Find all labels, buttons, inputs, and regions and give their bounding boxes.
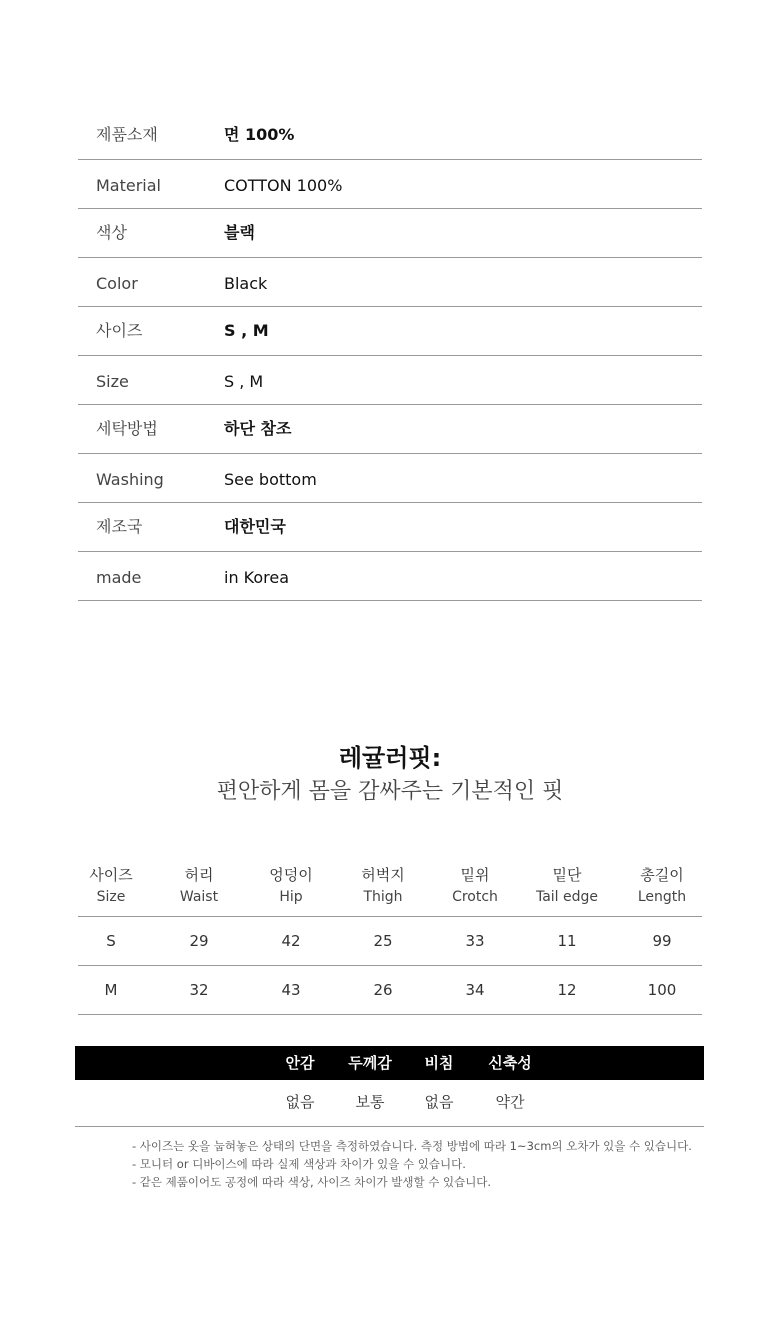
header-tail-edge bbox=[512, 858, 622, 916]
spec-row-material-ko bbox=[78, 111, 702, 160]
spec-label: 세탁방법 bbox=[96, 419, 158, 438]
table-cell: 32 bbox=[189, 981, 209, 999]
spec-value: in Korea bbox=[224, 568, 290, 587]
header-ko: 총길이 bbox=[640, 866, 684, 884]
note-item: - 같은 제품이어도 공정에 따라 색상, 사이즈 차이가 발생할 수 있습니다. bbox=[132, 1175, 492, 1189]
fabric-value-thickness: 보통 bbox=[355, 1093, 385, 1111]
product-spec-table bbox=[78, 111, 702, 601]
fabric-header-bar bbox=[75, 1046, 704, 1080]
size-notes bbox=[132, 1137, 702, 1191]
fabric-value-sheerness: 없음 bbox=[424, 1093, 454, 1111]
spec-row-size-en bbox=[78, 356, 702, 405]
table-cell: 42 bbox=[281, 932, 301, 950]
header-en: Tail edge bbox=[535, 889, 599, 905]
spec-value: Black bbox=[224, 274, 268, 293]
table-cell: 11 bbox=[557, 932, 577, 950]
table-row bbox=[78, 917, 702, 966]
table-cell: M bbox=[104, 981, 118, 999]
spec-value: See bottom bbox=[224, 470, 317, 489]
spec-row-color-ko bbox=[78, 209, 702, 258]
header-waist bbox=[144, 858, 254, 916]
size-table-header bbox=[78, 858, 702, 917]
table-cell: S bbox=[106, 932, 116, 950]
fabric-value-lining: 없음 bbox=[285, 1093, 315, 1111]
spec-label: Color bbox=[96, 274, 138, 293]
fabric-label-stretch: 신축성 bbox=[488, 1054, 532, 1072]
spec-value: S , M bbox=[224, 372, 264, 391]
spec-value: 블랙 bbox=[224, 223, 255, 242]
spec-label: 사이즈 bbox=[96, 321, 143, 340]
note-item: - 사이즈는 옷을 눕혀놓은 상태의 단면을 측정하였습니다. 측정 방법에 따라 1~3cm의 오차가 있을 수 있습니다. bbox=[132, 1139, 692, 1153]
header-ko: 사이즈 bbox=[89, 866, 133, 884]
table-cell: 25 bbox=[373, 932, 393, 950]
header-en: Thigh bbox=[363, 889, 403, 905]
header-ko: 밑단 bbox=[552, 866, 582, 884]
spec-row-washing-en bbox=[78, 454, 702, 503]
spec-row-size-ko bbox=[78, 307, 702, 356]
fabric-label-thickness: 두께감 bbox=[348, 1054, 392, 1072]
header-crotch bbox=[438, 858, 512, 916]
header-size bbox=[78, 858, 144, 916]
table-cell: 26 bbox=[373, 981, 393, 999]
table-cell: 100 bbox=[647, 981, 677, 999]
spec-row-washing-ko bbox=[78, 405, 702, 454]
header-en: Crotch bbox=[452, 889, 498, 905]
header-thigh bbox=[328, 858, 438, 916]
fit-subtitle: 편안하게 몸을 감싸주는 기본적인 핏 bbox=[216, 779, 564, 804]
header-en: Waist bbox=[179, 889, 219, 905]
spec-label: 색상 bbox=[96, 223, 127, 242]
fabric-value-stretch: 약간 bbox=[495, 1093, 525, 1111]
spec-value: 면 100% bbox=[224, 125, 295, 144]
table-cell: 33 bbox=[465, 932, 485, 950]
fabric-label-lining: 안감 bbox=[285, 1054, 315, 1072]
note-item: - 모니터 or 디바이스에 따라 실제 색상과 차이가 있을 수 있습니다. bbox=[132, 1157, 466, 1171]
spec-row-origin-ko bbox=[78, 503, 702, 552]
spec-label: made bbox=[96, 568, 142, 587]
header-length bbox=[622, 858, 702, 916]
spec-value: COTTON 100% bbox=[224, 176, 343, 195]
spec-label: 제품소재 bbox=[96, 125, 158, 144]
header-en: Hip bbox=[279, 889, 303, 905]
spec-value: 대한민국 bbox=[224, 517, 286, 536]
spec-value: 하단 참조 bbox=[224, 419, 292, 438]
table-cell: 43 bbox=[281, 981, 301, 999]
spec-row-color-en bbox=[78, 258, 702, 307]
spec-label: Material bbox=[96, 176, 161, 195]
header-ko: 허리 bbox=[184, 866, 214, 884]
fit-title: 레귤러핏: bbox=[338, 744, 442, 772]
header-ko: 허벅지 bbox=[361, 866, 405, 884]
header-ko: 엉덩이 bbox=[269, 866, 313, 884]
spec-row-material-en bbox=[78, 160, 702, 209]
header-en: Size bbox=[96, 889, 126, 905]
divider bbox=[75, 1126, 704, 1127]
table-row bbox=[78, 966, 702, 1015]
header-hip bbox=[254, 858, 328, 916]
table-cell: 99 bbox=[652, 932, 672, 950]
spec-label: Washing bbox=[96, 470, 164, 489]
size-table bbox=[78, 858, 702, 1015]
header-en: Length bbox=[637, 889, 687, 905]
fabric-label-sheerness: 비침 bbox=[424, 1054, 454, 1072]
spec-value: S , M bbox=[224, 321, 269, 340]
spec-label: Size bbox=[96, 372, 129, 391]
table-cell: 34 bbox=[465, 981, 485, 999]
table-cell: 29 bbox=[189, 932, 209, 950]
spec-row-origin-en bbox=[78, 552, 702, 601]
table-cell: 12 bbox=[557, 981, 577, 999]
header-ko: 밑위 bbox=[460, 866, 490, 884]
spec-label: 제조국 bbox=[96, 517, 143, 536]
